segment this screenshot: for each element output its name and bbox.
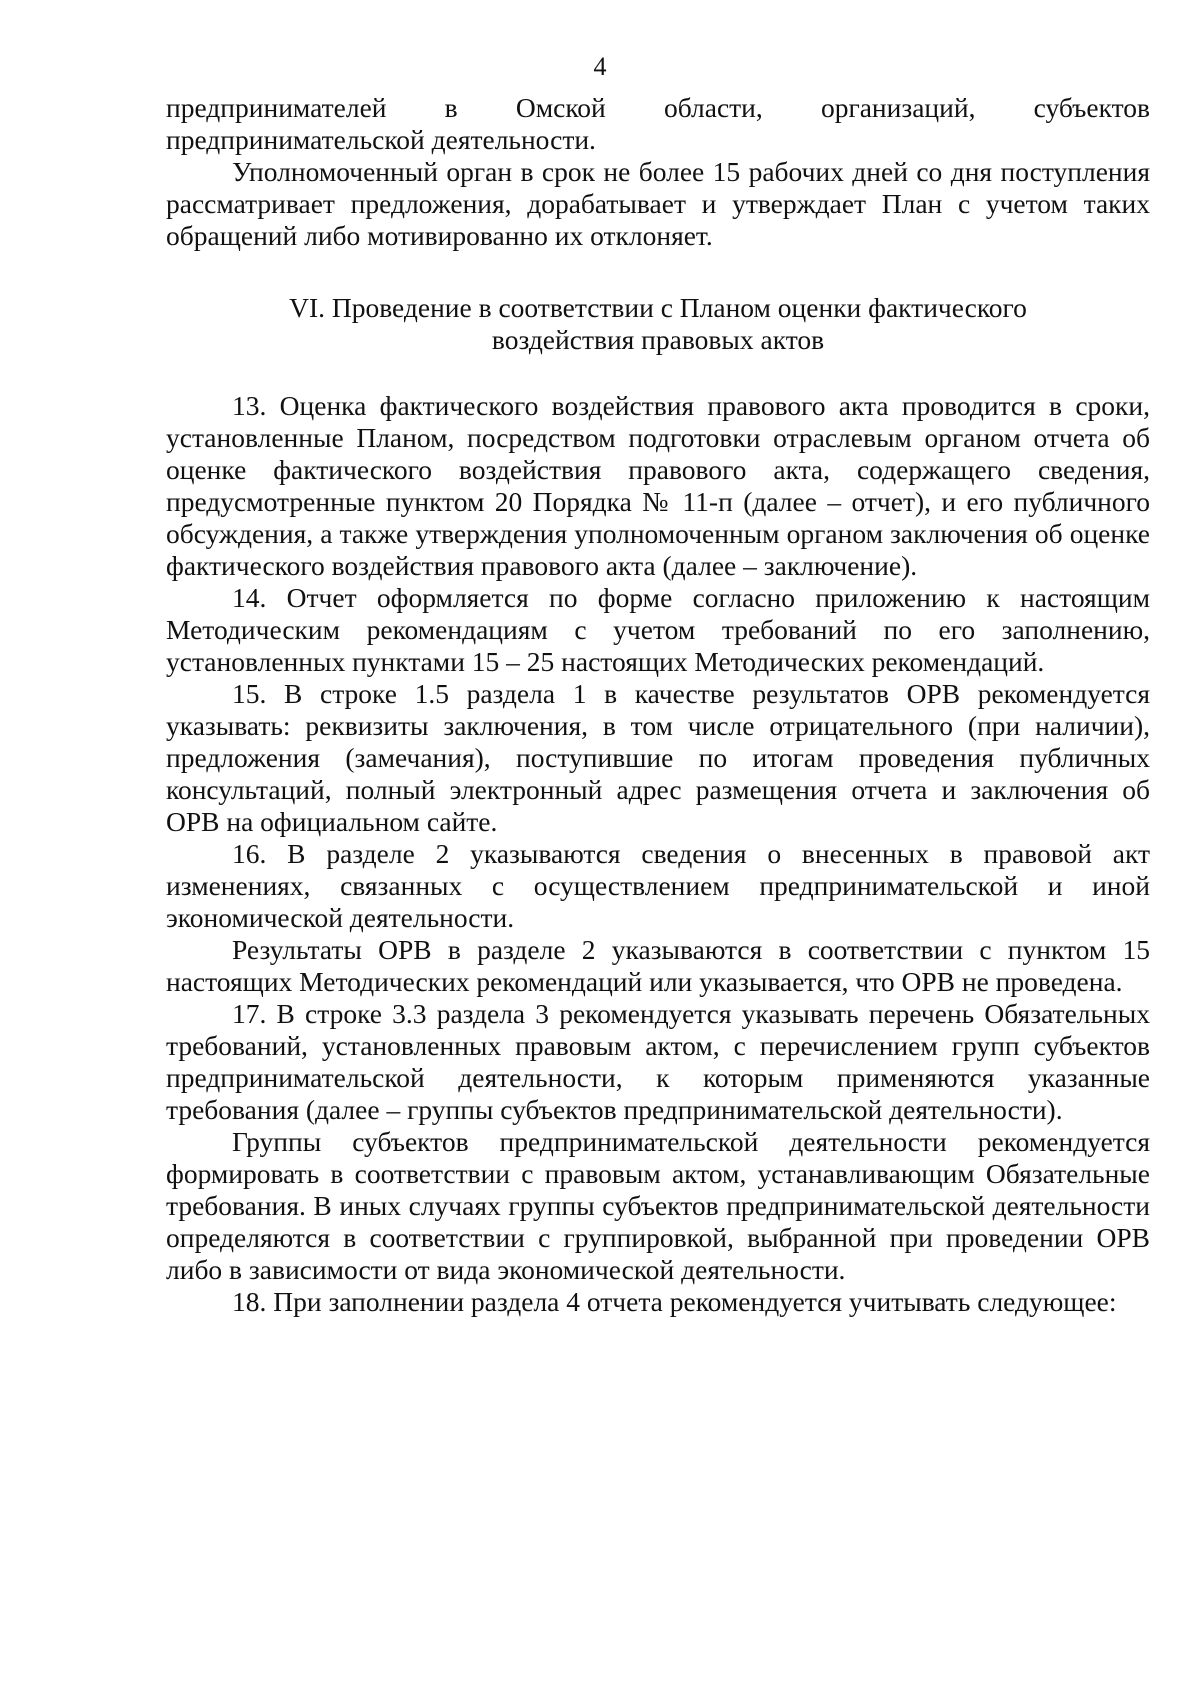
document-body bbox=[166, 92, 1150, 1318]
paragraph-16-results: Результаты ОРВ в разделе 2 указываются в соответствии с пунктом 15 настоящих Методических рекомендаций или указывается, что ОРВ не проведена. bbox=[166, 934, 1150, 997]
paragraph-14: 14. Отчет оформляется по форме согласно приложению к настоящим Методическим рекомендациям с учетом требований по его заполнению, установленных пунктами 15 – 25 настоящих Методических рекомендаций. bbox=[166, 582, 1150, 677]
paragraph-authorized-body-review: Уполномоченный орган в срок не более 15 рабочих дней со дня поступления рассматривает предложения, дорабатывает и утверждает План с учетом таких обращений либо мотивированно их отклоняет. bbox=[166, 156, 1150, 251]
page-number: 4 bbox=[593, 52, 607, 81]
section-heading-line-1: VI. Проведение в соответствии с Планом оценки фактического bbox=[289, 292, 1027, 323]
paragraph-17-groups: Группы субъектов предпринимательской деятельности рекомендуется формировать в соответствии с правовым актом, устанавливающим Обязательные требования. В иных случаях группы субъектов предпринимательской деятельности определяются в соответствии с группировкой, выбранной при проведении ОРВ либо в зависимости от вида экономической деятельности. bbox=[166, 1126, 1150, 1285]
paragraph-16: 16. В разделе 2 указываются сведения о внесенных в правовой акт изменениях, связанных с осуществлением предпринимательской и иной экономической деятельности. bbox=[166, 838, 1150, 933]
paragraph-17: 17. В строке 3.3 раздела 3 рекомендуется указывать перечень Обязательных требований, установленных правовым актом, с перечислением групп субъектов предпринимательской деятельности, к которым применяются указанные требования (далее – группы субъектов предпринимательской деятельности). bbox=[166, 998, 1150, 1125]
paragraph-continued: предпринимателей в Омской области, организаций, субъектов предпринимательской деятельности. bbox=[166, 92, 1150, 155]
paragraph-13: 13. Оценка фактического воздействия правового акта проводится в сроки, установленные Планом, посредством подготовки отраслевым органом отчета об оценке фактического воздействия правового акта, содержащего сведения, предусмотренные пунктом 20 Порядка № 11-п (далее – отчет), и его публичного обсуждения, а также утверждения уполномоченным органом заключения об оценке фактического воздействия правового акта (далее – заключение). bbox=[166, 390, 1150, 581]
section-heading-line-2: воздействия правовых актов bbox=[491, 324, 825, 355]
paragraph-15: 15. В строке 1.5 раздела 1 в качестве результатов ОРВ рекомендуется указывать: реквизиты заключения, в том числе отрицательного (при наличии), предложения (замечания), поступившие по итогам проведения публичных консультаций, полный электронный адрес размещения отчета и заключения об ОРВ на официальном сайте. bbox=[166, 678, 1150, 837]
section-heading bbox=[166, 292, 1150, 356]
paragraph-18: 18. При заполнении раздела 4 отчета рекомендуется учитывать следующее: bbox=[232, 1286, 1117, 1317]
